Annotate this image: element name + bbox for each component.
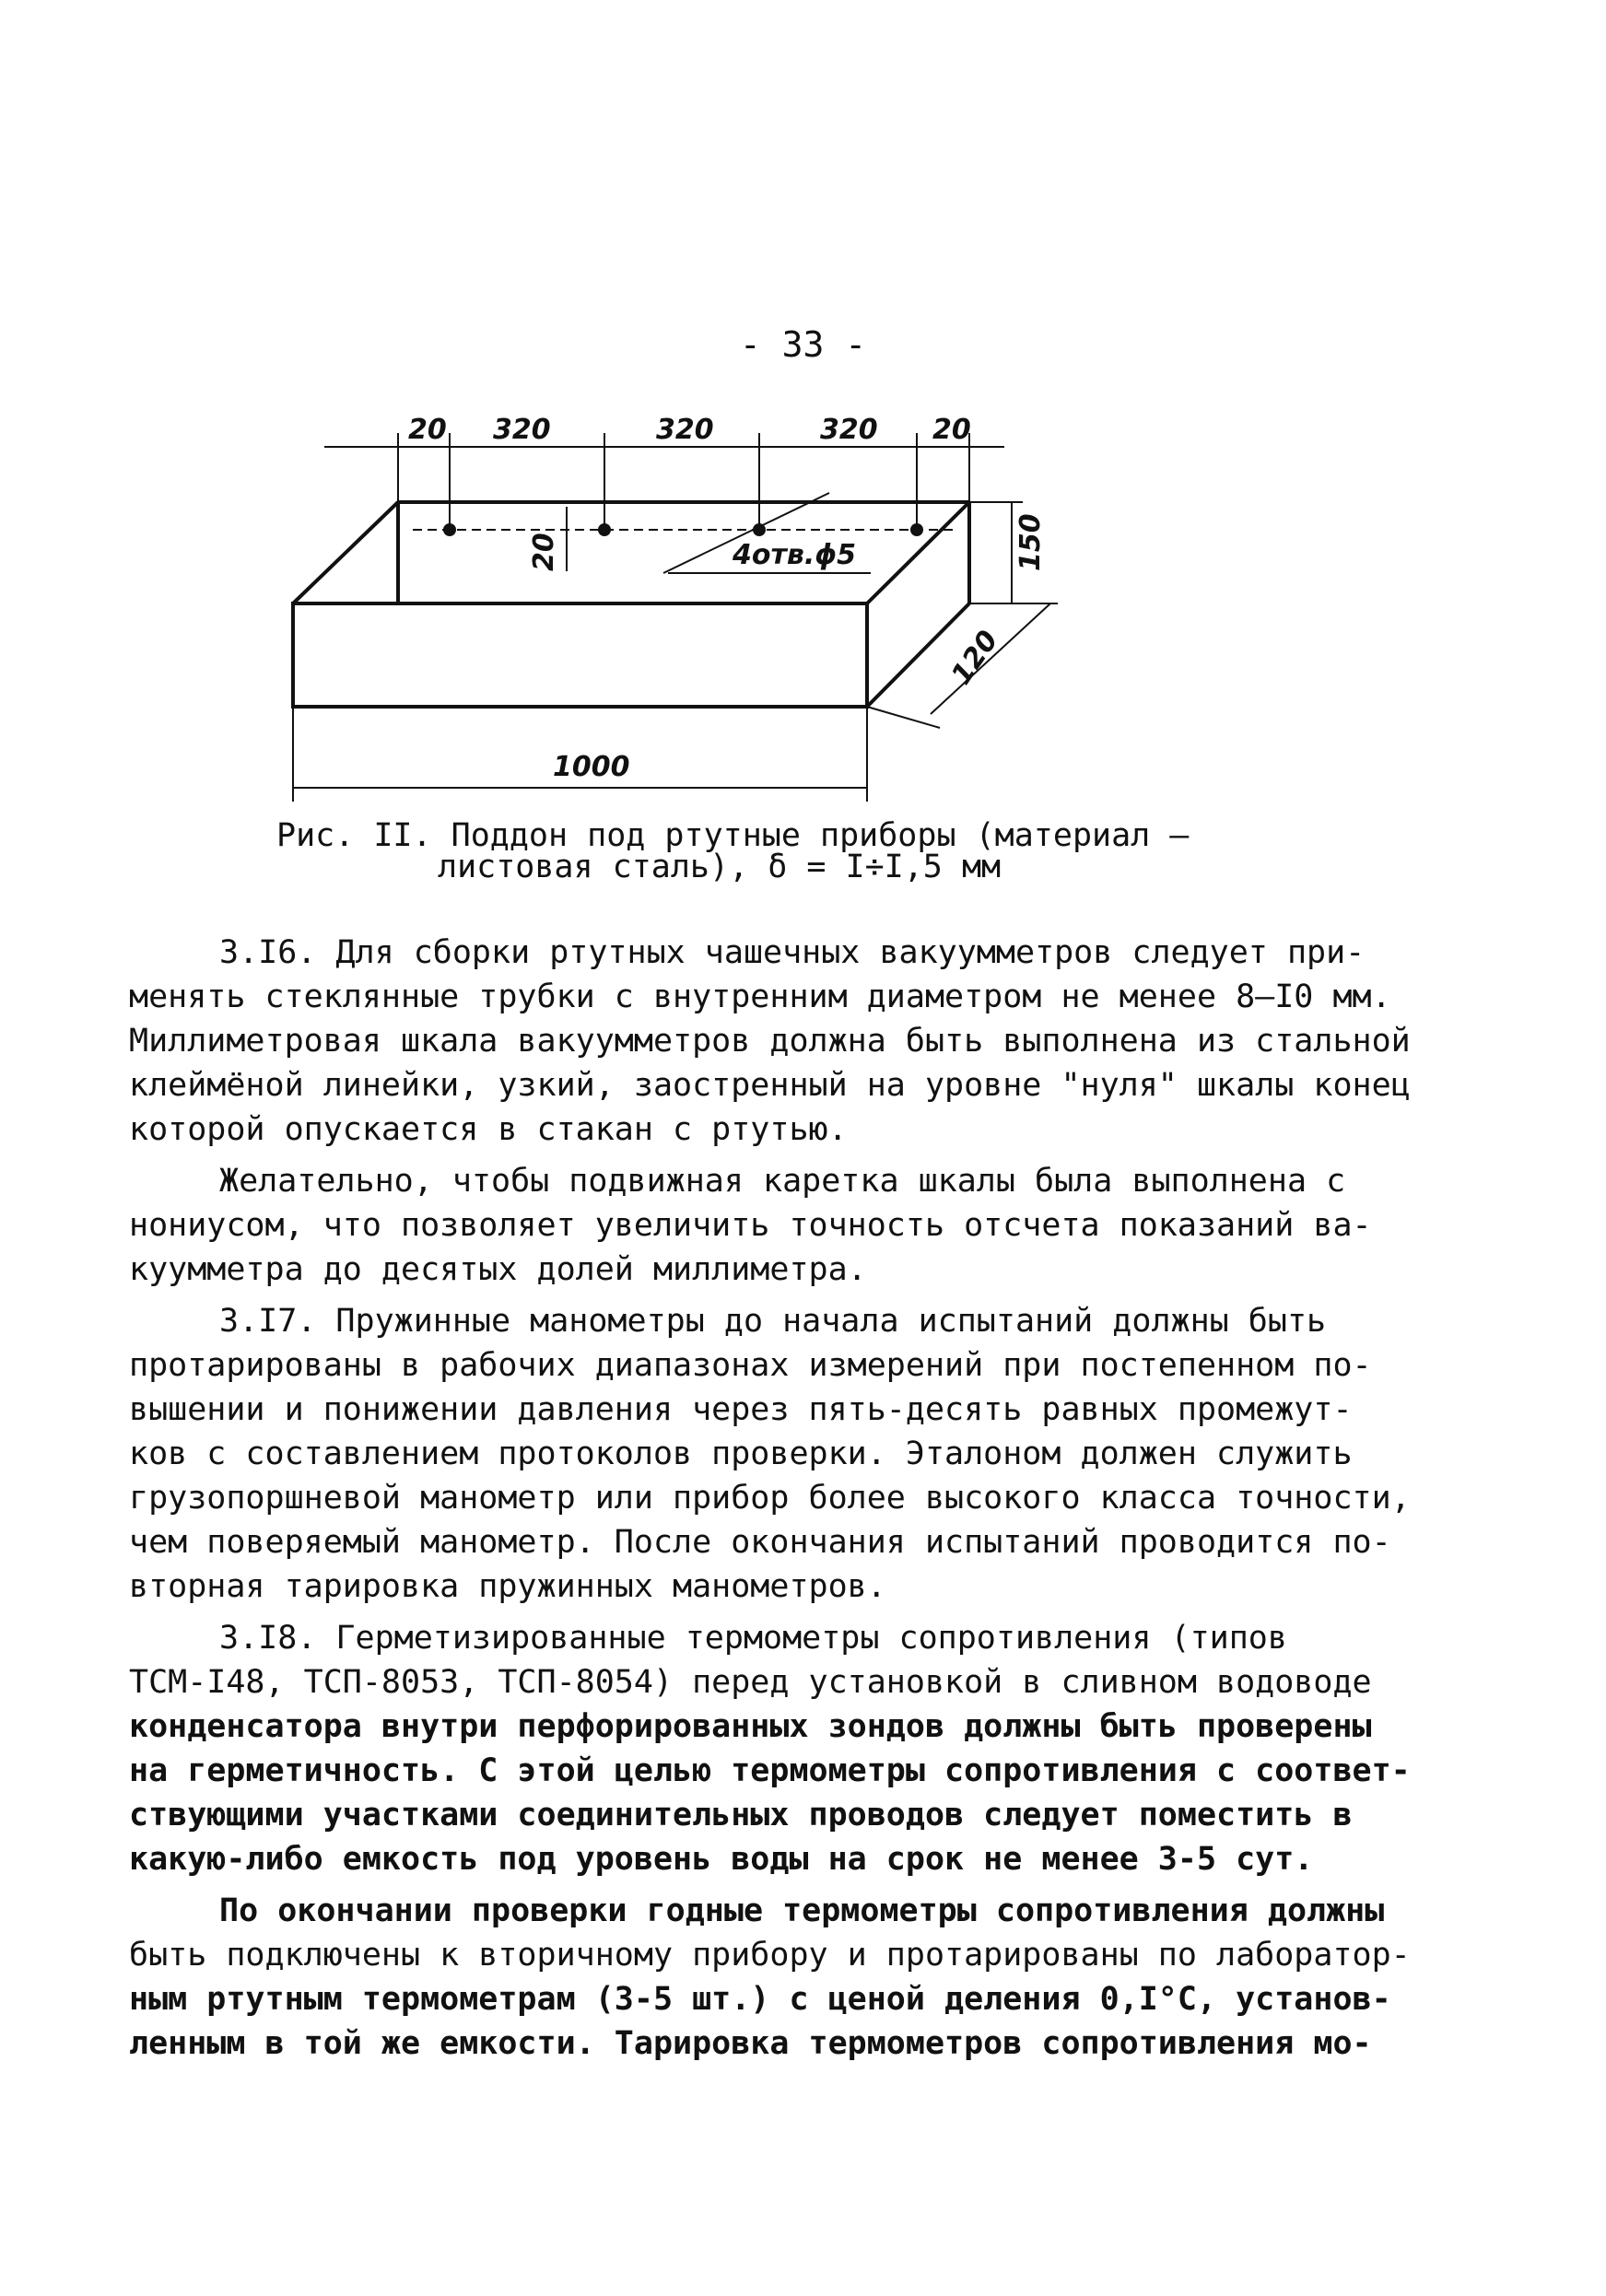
hole-marker: [910, 523, 923, 536]
text-line: быть подключены к вторичному прибору и протарированы по лаборатор-: [129, 1937, 1411, 1974]
hole-marker: [443, 523, 456, 536]
text-line: вторная тарировка пружинных манометров.: [129, 1568, 886, 1605]
text-line: ков с составлением протоколов проверки. Эталоном должен служить: [129, 1435, 1353, 1472]
text-line: ствующими участками соединительных проводов следует поместить в: [129, 1797, 1353, 1833]
dim-top-5: 20: [932, 414, 971, 446]
dim-holes-note: 4отв.ϕ5: [733, 539, 857, 571]
text-line: 3.I8. Герметизированные термометры сопротивления (типов: [219, 1620, 1287, 1657]
page-number: - 33 -: [739, 324, 867, 365]
caption-line-2: листовая сталь), δ = I÷I,5 мм: [438, 849, 1002, 885]
text-line: на герметичность. С этой целью термометры сопротивления с соответ-: [129, 1752, 1411, 1789]
text-line: нониусом, что позволяет увеличить точность отсчета показаний ва-: [129, 1207, 1372, 1244]
text-line: чем поверяемый манометр. После окончания испытаний проводится по-: [129, 1524, 1391, 1561]
caption-line-1: Рис. II. Поддон под ртутные приборы (материал –: [276, 817, 1190, 854]
paragraph-3-17: [129, 1299, 1411, 1609]
text-line: менять стеклянные трубки с внутренним диаметром не менее 8–I0 мм.: [129, 978, 1391, 1015]
text-line: 3.I7. Пружинные манометры до начала испытаний должны быть: [219, 1303, 1327, 1340]
paragraph-3-18: [129, 1616, 1411, 1881]
paragraph-3-16: [129, 931, 1411, 1152]
text-line: куумметра до десятых долей миллиметра.: [129, 1251, 867, 1288]
text-line: ным ртутным термометрам (3-5 шт.) с ценой деления 0,I°С, установ-: [129, 1981, 1391, 2018]
dim-top-4: 320: [820, 414, 878, 446]
dim-inner-depth: 20: [528, 533, 560, 571]
text-line: грузопоршневой манометр или прибор более высокого класса точности,: [129, 1480, 1411, 1517]
dim-top-3: 320: [656, 414, 714, 446]
text-line: ТСМ-I48, ТСП-8053, ТСП-8054) перед установкой в сливном водоводе: [129, 1664, 1372, 1701]
body-text: [129, 931, 1411, 2073]
hole-marker: [598, 523, 611, 536]
dim-length: 1000: [553, 751, 630, 783]
dim-top-1: 20: [408, 414, 447, 446]
figure-caption: [276, 817, 1198, 885]
text-line: которой опускается в стакан с ртутью.: [129, 1111, 848, 1148]
hole-markers: [443, 523, 923, 536]
hole-marker: [753, 523, 766, 536]
text-line: клеймёной линейки, узкий, заостренный на уровне "нуля" шкалы конец: [129, 1067, 1411, 1104]
dimension-lines: [293, 433, 1058, 802]
text-line: конденсатора внутри перфорированных зондов должны быть проверены: [129, 1708, 1372, 1745]
text-line: протарированы в рабочих диапазонах измерений при постепенном по-: [129, 1347, 1372, 1384]
text-line: какую-либо емкость под уровень воды на срок не менее 3-5 сут.: [129, 1841, 1314, 1878]
text-line: 3.I6. Для сборки ртутных чашечных вакуумметров следует при-: [219, 934, 1366, 971]
dim-height: 150: [1014, 513, 1047, 571]
tray-outline: [293, 502, 969, 707]
paragraph-3-18-continued: [129, 1889, 1411, 2066]
text-line: ленным в той же емкости. Тарировка термометров сопротивления мо-: [129, 2025, 1372, 2062]
text-line: По окончании проверки годные термометры сопротивления должны: [219, 1892, 1385, 1929]
dim-width: 120: [944, 625, 1005, 691]
text-line: вышении и понижении давления через пять-десять равных промежут-: [129, 1391, 1353, 1428]
text-line: Миллиметровая шкала вакуумметров должна быть выполнена из стальной: [129, 1023, 1411, 1060]
text-line: Желательно, чтобы подвижная каретка шкалы была выполнена с: [219, 1163, 1346, 1200]
paragraph-3-16-continued: [129, 1159, 1372, 1292]
dim-top-2: 320: [493, 414, 551, 446]
